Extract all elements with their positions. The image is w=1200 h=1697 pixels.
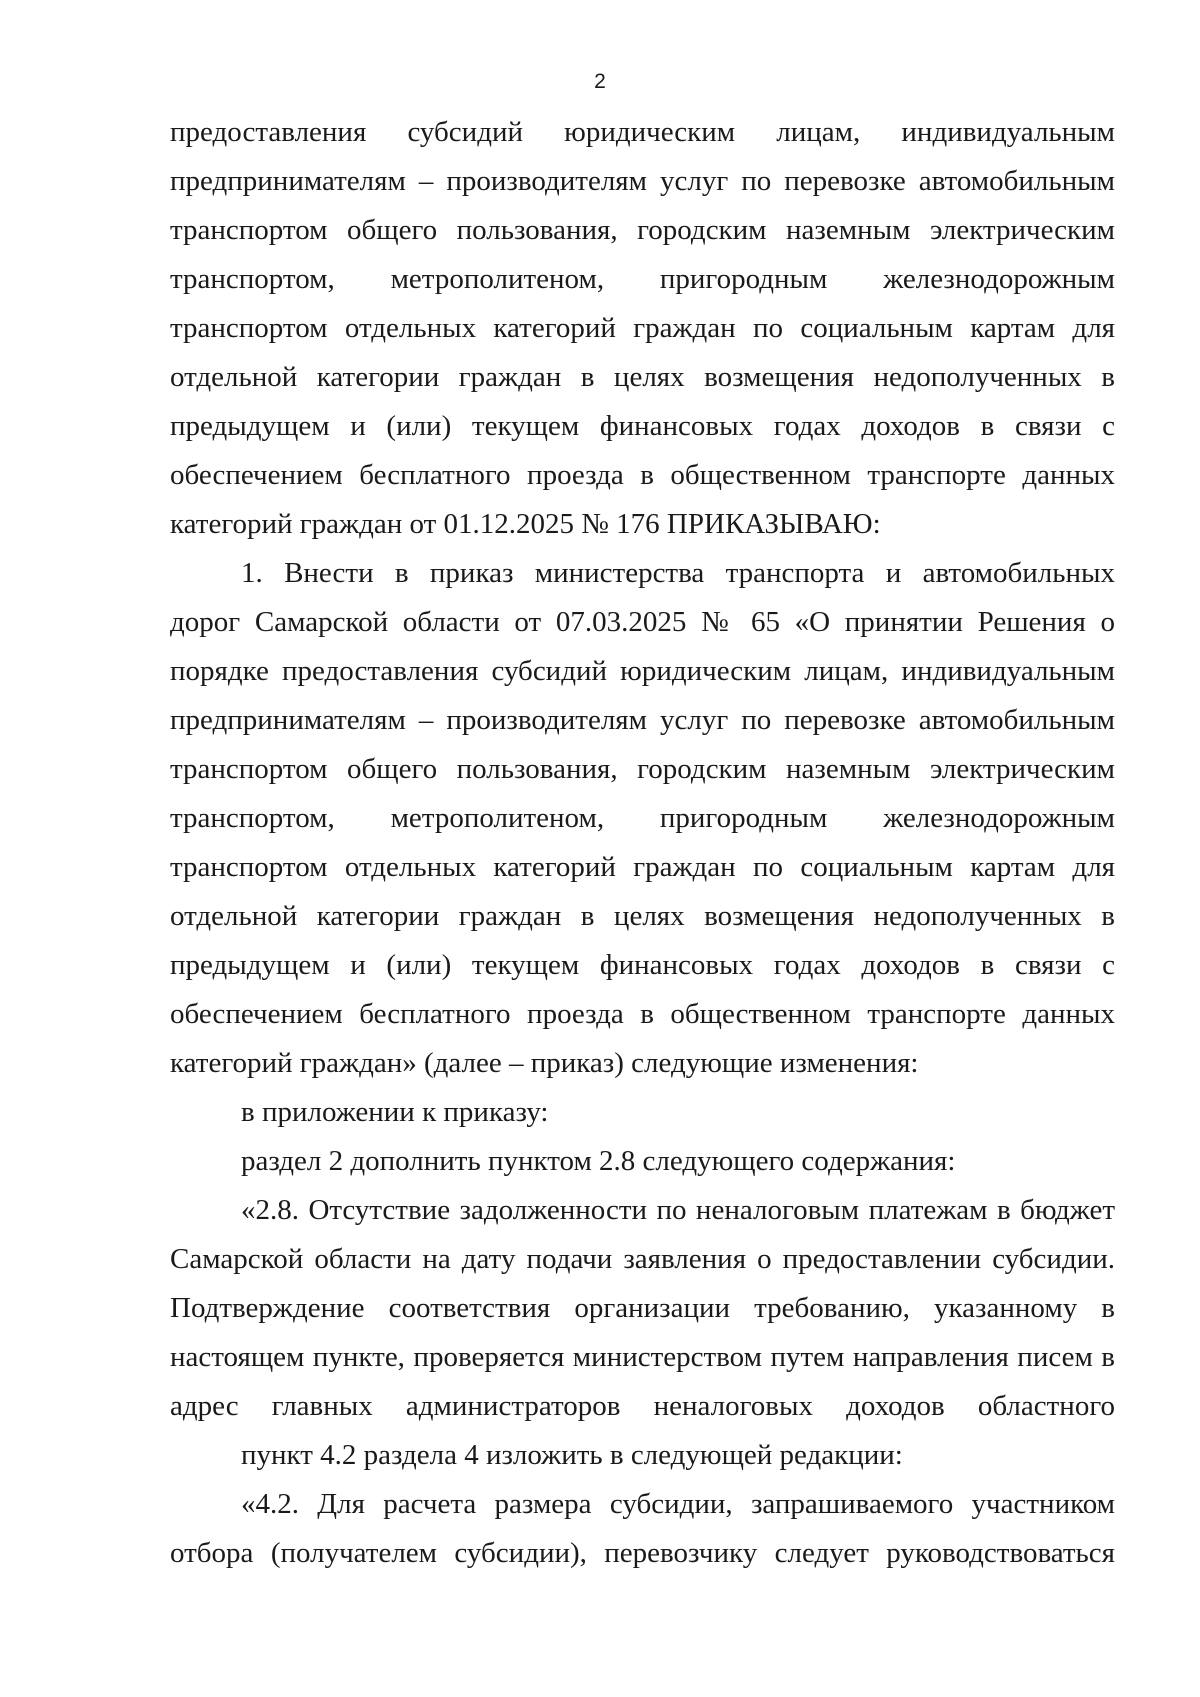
text-line: транспортом, метрополитеном, пригородным железнодорожным [170,802,1115,834]
text-line: Подтверждение соответствия организации требованию, указанному в [170,1292,1115,1324]
text-line: пункт 4.2 раздела 4 изложить в следующей редакции: [241,1439,903,1471]
text-line: адрес главных администраторов неналоговых доходов областного [170,1390,1115,1422]
document-body [170,108,1115,1578]
text-line: транспортом отдельных категорий граждан по социальным картам для [170,312,1115,344]
text-line: предпринимателям – производителям услуг по перевозке автомобильным [170,704,1115,736]
text-line: предпринимателям – производителям услуг по перевозке автомобильным [170,165,1115,197]
text-line: 1. Внести в приказ министерства транспорта и автомобильных [241,557,1115,589]
text-line: транспортом, метрополитеном, пригородным железнодорожным [170,263,1115,295]
text-line: предоставления субсидий юридическим лицам, индивидуальным [170,116,1115,148]
text-line: в приложении к приказу: [241,1096,549,1128]
text-line: отдельной категории граждан в целях возмещения недополученных в [170,900,1115,932]
document-lines [170,108,1115,1578]
page-number: 2 [594,70,606,93]
text-line: категорий граждан» (далее – приказ) следующие изменения: [170,1047,919,1079]
text-line: предыдущем и (или) текущем финансовых годах доходов в связи с [170,949,1115,981]
text-line: Самарской области на дату подачи заявления о предоставлении субсидии. [170,1243,1115,1275]
text-line: категорий граждан от 01.12.2025 № 176 ПРИКАЗЫВАЮ: [170,508,881,540]
text-line: раздел 2 дополнить пунктом 2.8 следующего содержания: [241,1145,956,1177]
text-line: транспортом общего пользования, городским наземным электрическим [170,214,1115,246]
text-line: «4.2. Для расчета размера субсидии, запрашиваемого участником [241,1488,1115,1520]
text-line: «2.8. Отсутствие задолженности по неналоговым платежам в бюджет [241,1194,1115,1226]
text-line: отбора (получателем субсидии), перевозчику следует руководствоваться [170,1537,1115,1569]
text-line: порядке предоставления субсидий юридическим лицам, индивидуальным [170,655,1115,687]
text-line: предыдущем и (или) текущем финансовых годах доходов в связи с [170,410,1115,442]
text-line: дорог Самарской области от 07.03.2025 № 65 «О принятии Решения о [170,606,1115,638]
text-line: настоящем пункте, проверяется министерством путем направления писем в [170,1341,1115,1373]
text-line: транспортом общего пользования, городским наземным электрическим [170,753,1115,785]
text-line: транспортом отдельных категорий граждан по социальным картам для [170,851,1115,883]
text-line: обеспечением бесплатного проезда в общественном транспорте данных [170,998,1115,1030]
text-line: отдельной категории граждан в целях возмещения недополученных в [170,361,1115,393]
text-line: обеспечением бесплатного проезда в общественном транспорте данных [170,459,1115,491]
